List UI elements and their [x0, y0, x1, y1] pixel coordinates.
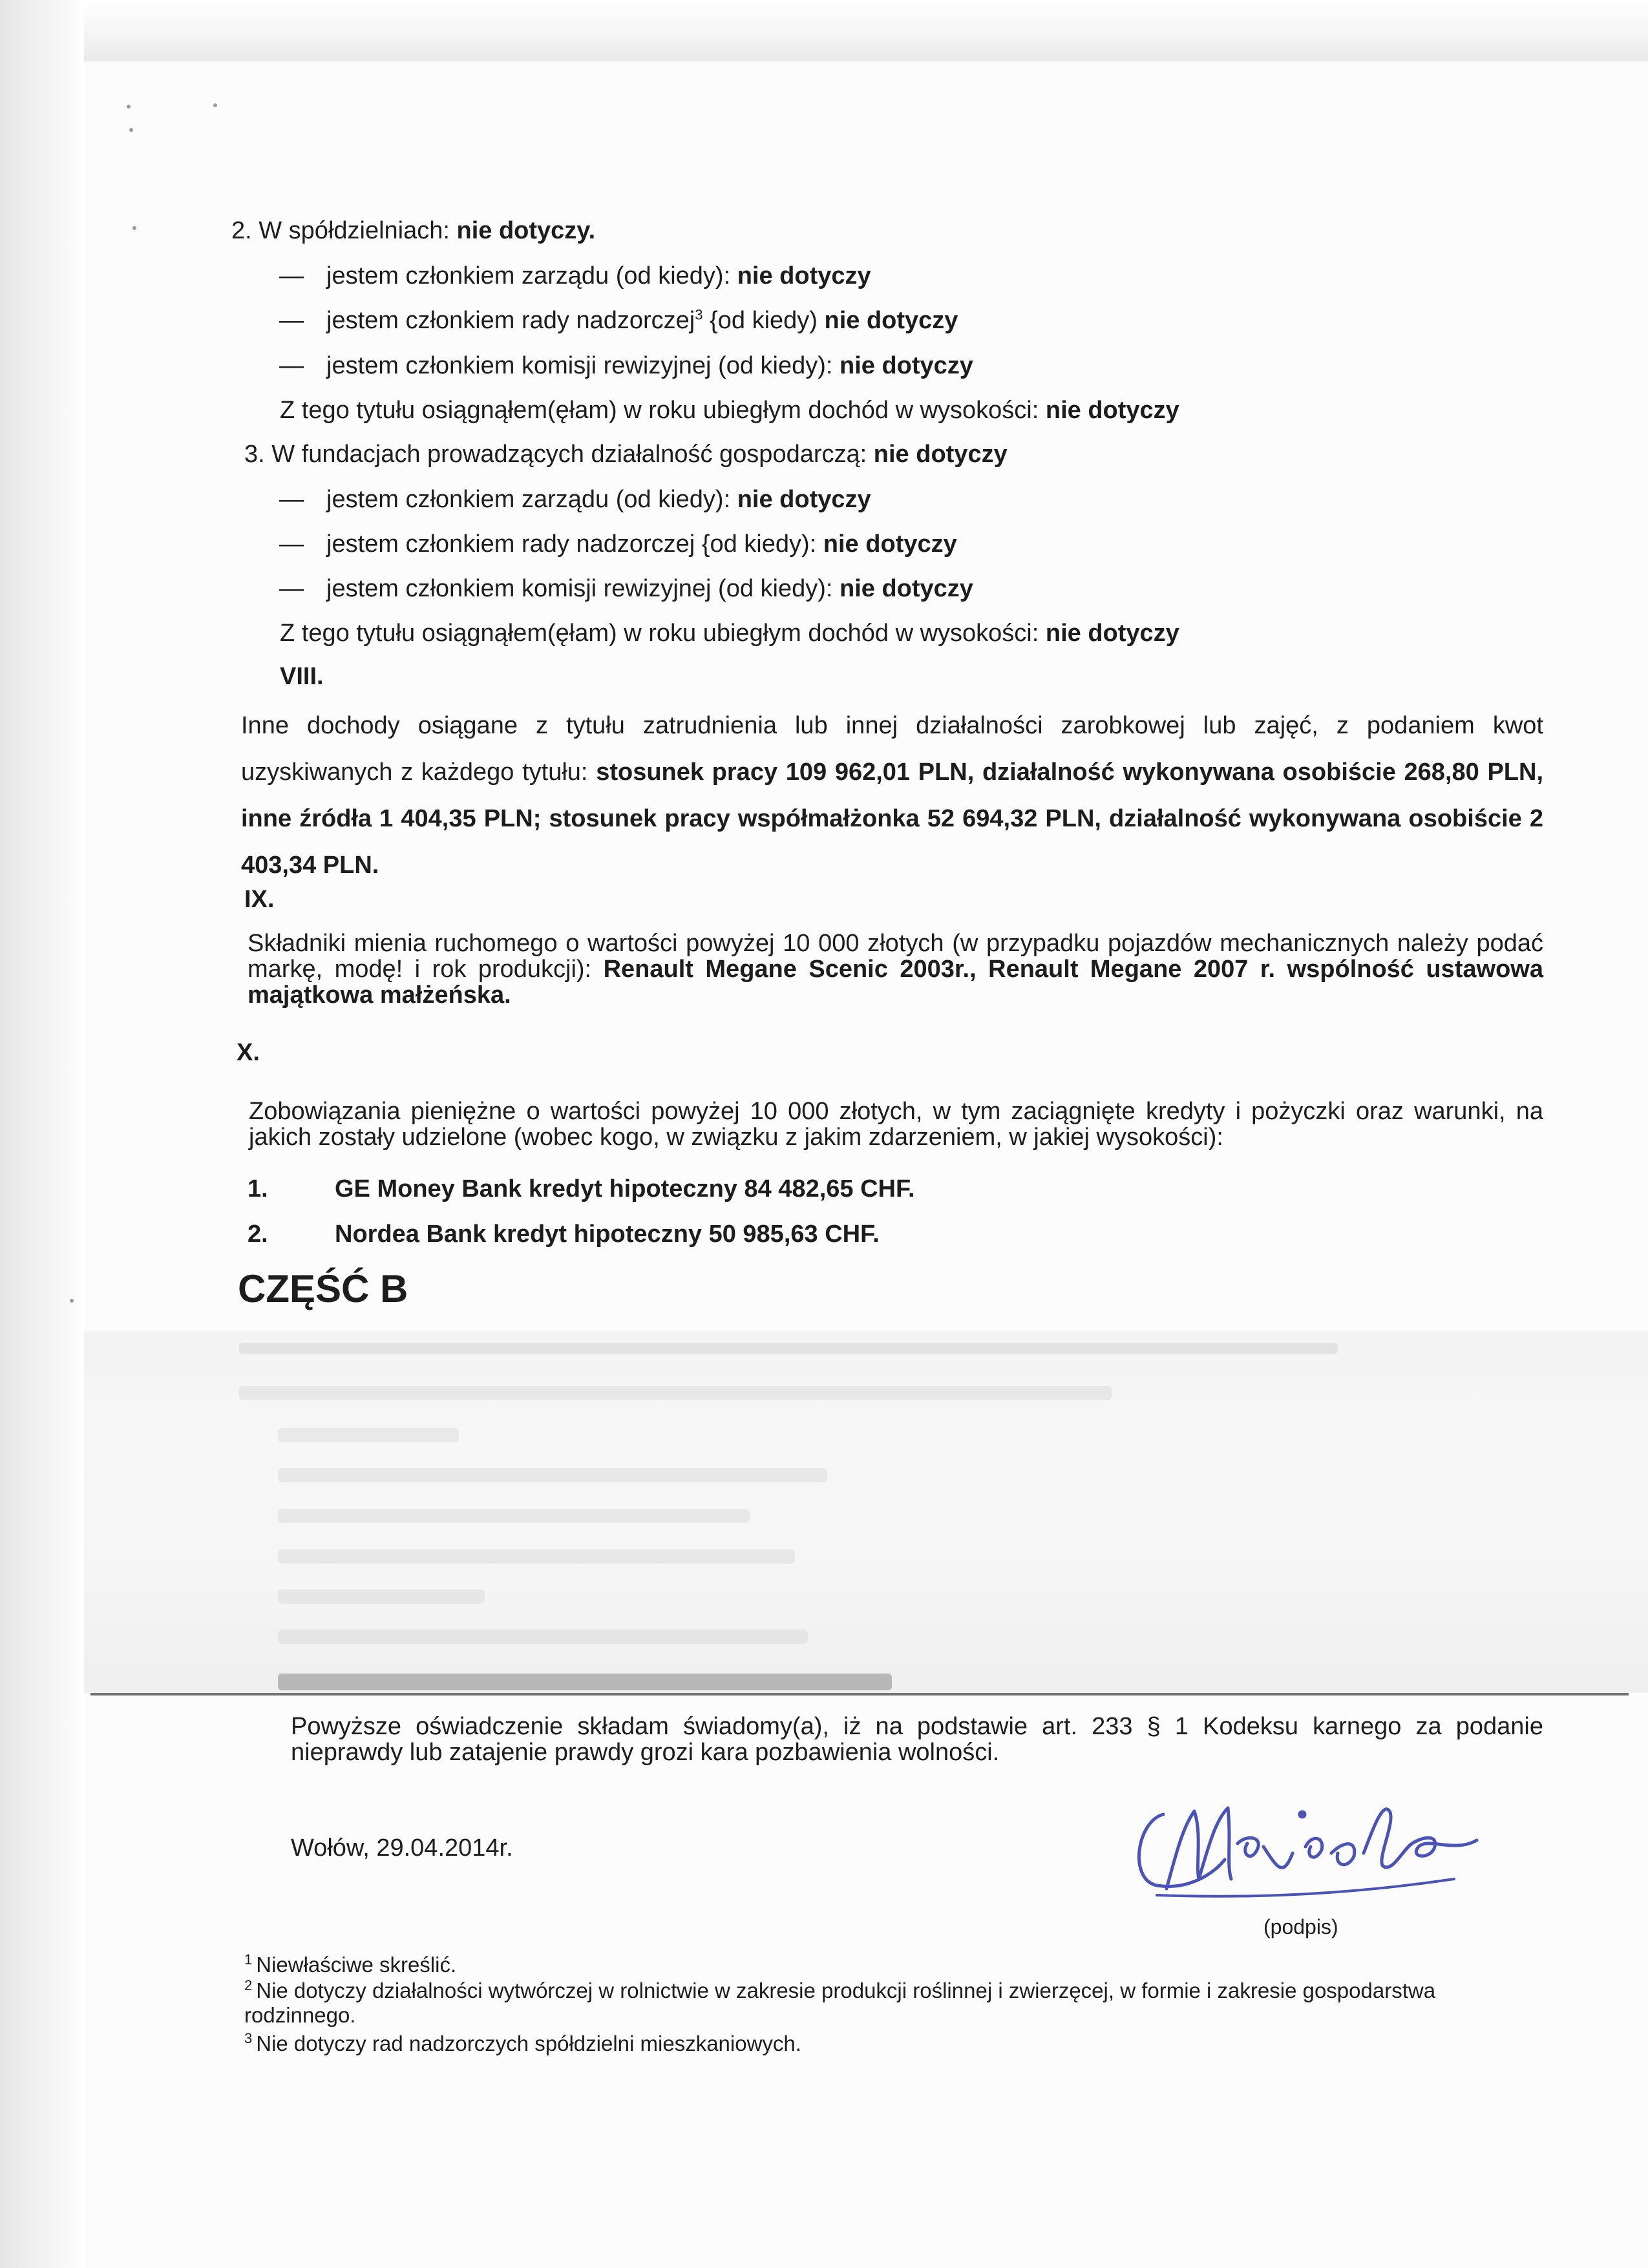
footnote: $^3$ Nie dotyczy rad nadzorczych spółdzielni mieszkaniowych. — [244, 2030, 801, 2055]
vii-item2-line1: jestem członkiem zarządu (od kiedy): nie dotyczy — [326, 262, 871, 289]
section-ix-text: Składniki mienia ruchomego o wartości powyżej 10 000 złotych (w przypadku pojazdów mechanicznych należy podać markę, modę! i rok produkcji): Renault Megane Scenic 2003r., Renault Megane 2007 r. wspólność ustawowa majątkowa małżeńska. — [248, 930, 1544, 1009]
scan-speck — [213, 103, 217, 107]
scan-speck — [70, 1299, 74, 1303]
vii-item3-line1: jestem członkiem zarządu (od kiedy): nie dotyczy — [326, 486, 871, 513]
section-ix-numeral: IX. — [244, 886, 275, 913]
dash-marker: — — [279, 352, 304, 379]
fold-shadow — [84, 1331, 1648, 1693]
liability-item: GE Money Bank kredyt hipoteczny 84 482,65 CHF. — [335, 1175, 915, 1202]
section-viii-text: Inne dochody osiągane z tytułu zatrudnienia lub innej działalności zarobkowej lub zajęć, z podaniem kwot uzyskiwanych z każdego tytułu: stosunek pracy 109 962,01 PLN, działalność wykonywana osobiście 268,80 PLN, inne źródła 1 404,35 PLN; stosunek pracy współmałżonka 52 694,32 PLN, działalność wykonywana osobiście 2 403,34 PLN. — [241, 712, 1544, 879]
vii-item2-income: Z tego tytułu osiągnąłem(ęłam) w roku ubiegłym dochód w wysokości: nie dotyczy — [280, 397, 1179, 424]
footnote: $^1$ Niewłaściwe skreślić. — [244, 1951, 457, 1977]
scan-speck — [132, 226, 136, 230]
vii-item3-line2: jestem członkiem rady nadzorczej {od kiedy): nie dotyczy — [326, 530, 957, 558]
part-b-heading: CZĘŚĆ B — [238, 1267, 408, 1310]
section-x-numeral: X. — [237, 1039, 260, 1066]
scan-speck — [127, 105, 131, 109]
place-date: Wołów, 29.04.2014r. — [291, 1834, 513, 1862]
dash-marker: — — [279, 530, 304, 558]
vii-item3-line3: jestem członkiem komisji rewizyjnej (od kiedy): nie dotyczy — [326, 575, 973, 602]
footnote: $^2$ Nie dotyczy działalności wytwórczej w rolnictwie w zakresie produkcji roślinnej i zwierzęcej, w formie i zakresie gospodarstwa rodzinnego. — [244, 1977, 1436, 2027]
dash-marker: — — [279, 262, 304, 289]
vii-item2: 2. W spółdzielniach: nie dotyczy. — [231, 217, 596, 244]
scan-speck — [129, 128, 133, 132]
vii-item3-income: Z tego tytułu osiągnąłem(ęłam) w roku ubiegłym dochód w wysokości: nie dotyczy — [280, 620, 1179, 647]
liability-number: 2. — [248, 1221, 268, 1248]
scan-border-top — [0, 0, 1648, 61]
liability-number: 1. — [248, 1175, 268, 1202]
document-page — [84, 61, 1648, 2268]
dash-marker: — — [279, 307, 304, 334]
dash-marker: — — [279, 486, 304, 513]
fold-line — [90, 1693, 1629, 1696]
section-x-text: Zobowiązania pieniężne o wartości powyżej 10 000 złotych, w tym zaciągnięte kredyty i pożyczki oraz warunki, na jakich zostały udzielone (wobec kogo, w związku z jakim zdarzeniem, w jakiej wysokości): — [249, 1098, 1543, 1151]
scan-border-left — [0, 0, 84, 2268]
signature-caption: (podpis) — [1263, 1915, 1338, 1938]
dash-marker: — — [279, 575, 304, 602]
vii-item2-line3: jestem członkiem komisji rewizyjnej (od kiedy): nie dotyczy — [326, 352, 973, 379]
vii-item2-line2: jestem członkiem rady nadzorczej$^3$ {od kiedy) nie dotyczy — [326, 306, 958, 334]
vii-item3: 3. W fundacjach prowadzących działalność gospodarczą: nie dotyczy — [244, 441, 1008, 468]
liability-item: Nordea Bank kredyt hipoteczny 50 985,63 CHF. — [335, 1221, 880, 1248]
section-viii-numeral: VIII. — [280, 663, 324, 690]
handwritten-signature — [1118, 1776, 1486, 1918]
declaration-text: Powyższe oświadczenie składam świadomy(a), iż na podstawie art. 233 § 1 Kodeksu karnego za podanie nieprawdy lub zatajenie prawdy grozi kara pozbawienia wolności. — [291, 1713, 1543, 1766]
